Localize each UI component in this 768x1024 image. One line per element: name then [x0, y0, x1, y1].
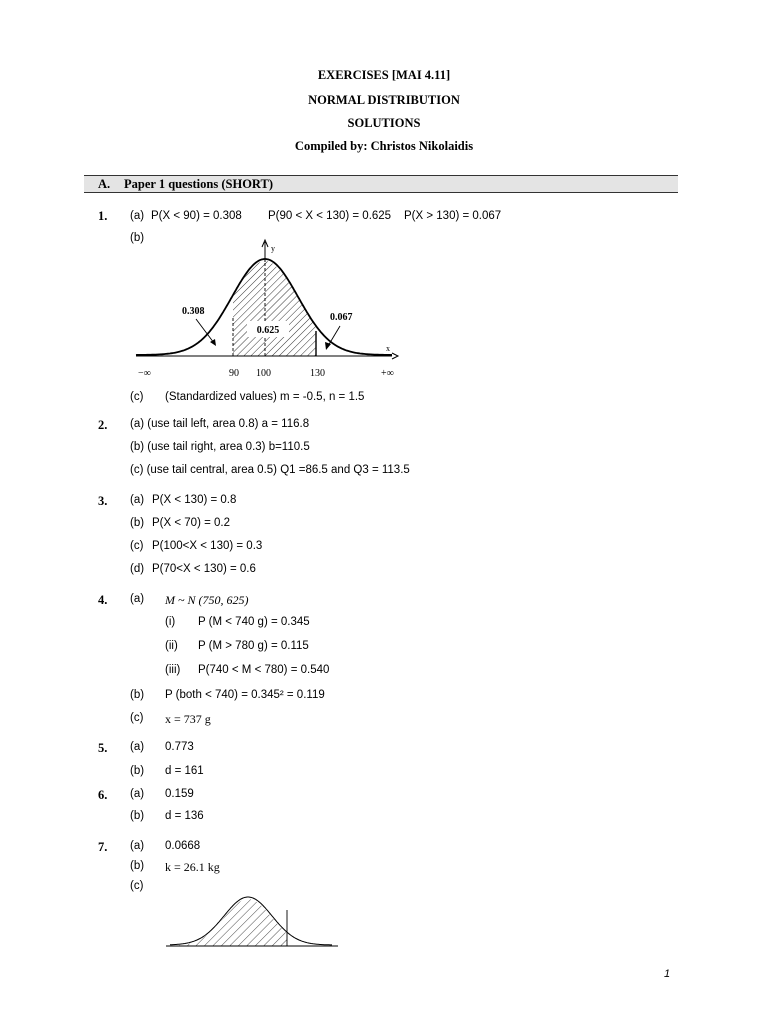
- q3-answer: P(70<X < 130) = 0.6: [152, 563, 256, 575]
- pointer-arrow: [328, 326, 340, 346]
- question-number: 4.: [98, 593, 108, 607]
- question-number: 3.: [98, 494, 108, 508]
- x-axis-arrow: [392, 353, 398, 359]
- q1-answer-c: (Standardized values) m = -0.5, n = 1.5: [165, 391, 365, 403]
- tick-label: 90: [229, 368, 239, 379]
- sub-part-label: (iii): [165, 664, 181, 676]
- part-label: (a): [130, 788, 145, 800]
- part-label: (b): [130, 232, 145, 244]
- x-axis-label: x: [386, 344, 390, 353]
- part-label: (a): [130, 593, 145, 605]
- tick-label: 130: [310, 368, 325, 379]
- question-number: 6.: [98, 788, 108, 802]
- part-label: (c): [130, 712, 144, 724]
- part-label: (b): [130, 810, 145, 822]
- part-label: (c): [130, 880, 144, 892]
- mid-area-label: 0.625: [256, 325, 280, 336]
- q1-answer-a2: P(90 < X < 130) = 0.625: [268, 210, 392, 222]
- right-area-label: 0.067: [330, 312, 353, 323]
- part-label: (a): [130, 494, 145, 506]
- question-number: 5.: [98, 741, 108, 755]
- part-label: (b): [130, 765, 145, 777]
- part-label: (c): [130, 391, 144, 403]
- left-area-label: 0.308: [182, 306, 205, 317]
- normal-curve-graph: [130, 236, 400, 384]
- doc-title: EXERCISES [MAI 4.11]: [317, 68, 451, 82]
- section-letter: A.: [98, 177, 111, 191]
- pointer-arrow: [196, 319, 214, 343]
- part-label: (c): [130, 540, 144, 552]
- q5-answer: d = 161: [165, 765, 204, 777]
- part-label: (a): [130, 741, 145, 753]
- q1-answer-a3: P(X > 130) = 0.067: [404, 210, 502, 222]
- q5-answer: 0.773: [165, 741, 194, 753]
- q1-answer-a1: P(X < 90) = 0.308: [151, 210, 242, 222]
- part-label: (b): [130, 517, 145, 529]
- q2-answer-a: (a) (use tail left, area 0.8) a = 116.8: [130, 418, 310, 430]
- q2-answer-b: (b) (use tail right, area 0.3) b=110.5: [130, 441, 310, 453]
- q7-answer: 0.0668: [165, 840, 201, 852]
- sub-part-label: (ii): [165, 640, 178, 652]
- q4-answer-c: x = 737 g: [165, 712, 211, 726]
- part-label: (b): [130, 689, 145, 701]
- doc-solutions-label: SOLUTIONS: [347, 116, 421, 130]
- q7-answer: k = 26.1 kg: [165, 860, 220, 874]
- q4-answer-a: M ~ N (750, 625): [165, 593, 249, 607]
- doc-subtitle: NORMAL DISTRIBUTION: [308, 93, 460, 107]
- q2-answer-c: (c) (use tail central, area 0.5) Q1 =86.5 and Q3 = 113.5: [130, 464, 410, 476]
- pointer-arrowhead: [210, 339, 216, 346]
- q4-sub-answer: P (M < 740 g) = 0.345: [198, 616, 310, 628]
- q6-answer: 0.159: [165, 788, 194, 800]
- tick-label: −∞: [138, 368, 151, 379]
- section-header: [84, 175, 678, 193]
- part-label: (b): [130, 860, 145, 872]
- section-title: Paper 1 questions (SHORT): [124, 177, 273, 191]
- hatched-area: [174, 899, 287, 946]
- question-number: 1.: [98, 209, 108, 223]
- q3-answer: P(X < 70) = 0.2: [152, 517, 230, 529]
- question-number: 7.: [98, 840, 108, 854]
- q3-answer: P(100<X < 130) = 0.3: [152, 540, 263, 552]
- tick-label: +∞: [381, 368, 394, 379]
- q4-sub-answer: P(740 < M < 780) = 0.540: [198, 664, 330, 676]
- q7-sketch-graph: [160, 888, 345, 952]
- q6-answer: d = 136: [165, 810, 204, 822]
- page-number: 1: [664, 968, 671, 980]
- q4-answer-b: P (both < 740) = 0.345² = 0.119: [165, 689, 325, 701]
- part-label: (d): [130, 563, 145, 575]
- y-axis-label: y: [271, 244, 275, 253]
- question-number: 2.: [98, 418, 108, 432]
- sub-part-label: (i): [165, 616, 176, 628]
- q4-sub-answer: P (M > 780 g) = 0.115: [198, 640, 309, 652]
- part-label: (a): [130, 840, 145, 852]
- tick-label: 100: [256, 368, 271, 379]
- doc-author: Compiled by: Christos Nikolaidis: [294, 139, 474, 153]
- q3-answer: P(X < 130) = 0.8: [152, 494, 237, 506]
- part-label: (a): [130, 210, 145, 222]
